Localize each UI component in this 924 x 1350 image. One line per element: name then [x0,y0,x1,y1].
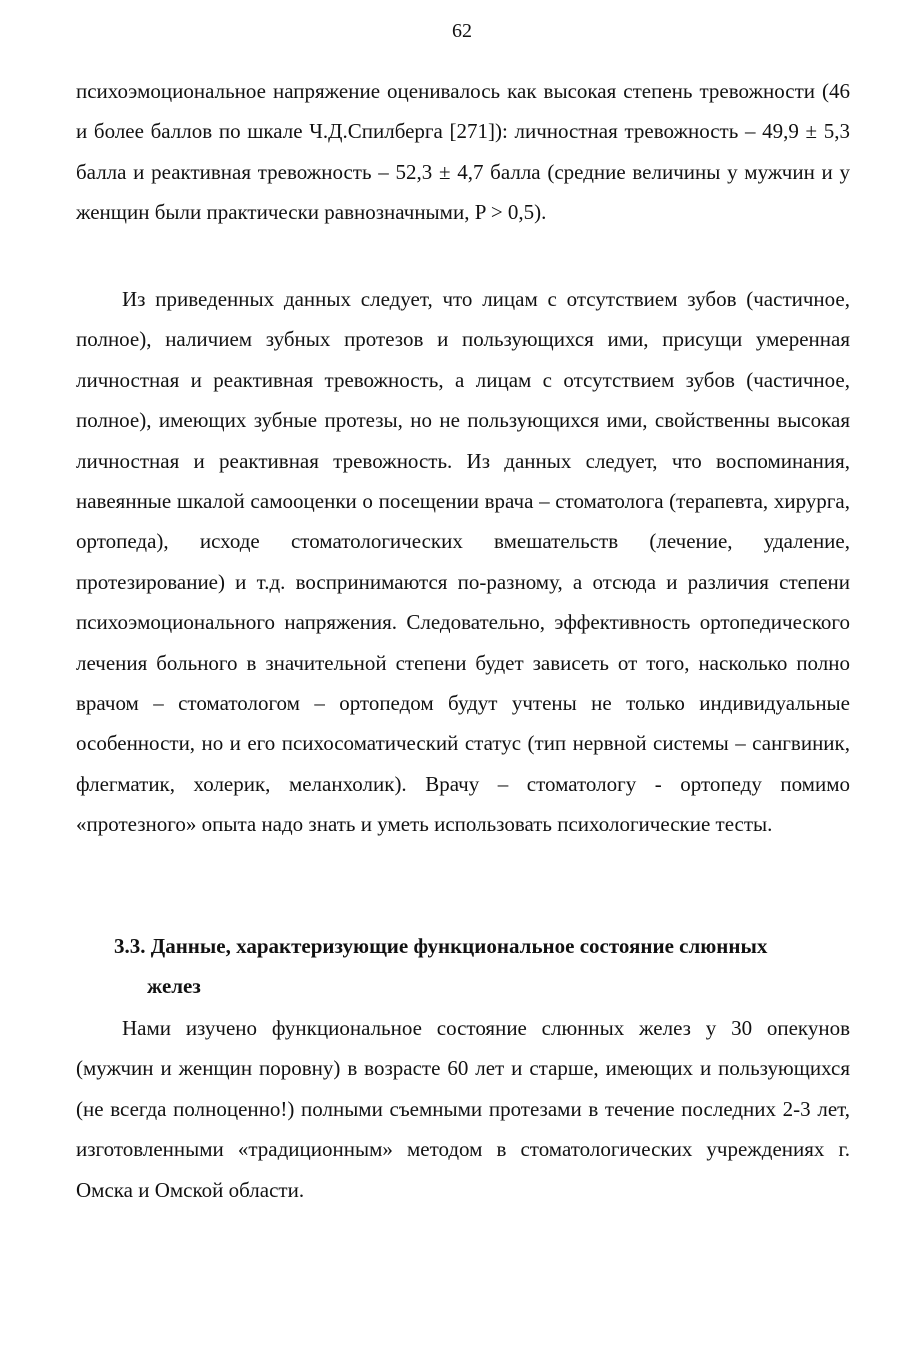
paragraph-1: психоэмоциональное напряжение оценивалось как высокая степень тревожности (46 и более баллов по шкале Ч.Д.Спилберга [271]): личностная тревожность – 49,9 ± 5,3 балла и реактивная тревожность – 52,3 ± 4,7 балла (средние величины у мужчин и у женщин были практически равнозначными, P > 0,5). [76,79,850,225]
section-heading [114,926,850,1007]
paragraph-3: Нами изучено функциональное состояние слюнных желез у 30 опекунов (мужчин и женщин поровну) в возрасте 60 лет и старше, имеющих и пользующихся (не всегда полноценно!) полными съемными протезами в течение последних 2-3 лет, изготовленными «традиционным» методом в стоматологических учреждениях г. Омска и Омской области. [76,1016,850,1202]
section-heading-line-1: 3.3. Данные, характеризующие функциональное состояние слюнных [114,934,768,958]
page-number: 62 [452,20,472,42]
paragraph-2: Из приведенных данных следует, что лицам с отсутствием зубов (частичное, полное), наличием зубных протезов и пользующихся ими, присущи умеренная личностная и реактивная тревожность, а лицам с отсутствием зубов (частичное, полное), имеющих зубные протезы, но не пользующихся ими, свойственны высокая личностная и реактивная тревожность. Из данных следует, что воспоминания, навеянные шкалой самооценки о посещении врача – стоматолога (терапевта, хирурга, ортопеда), исходе стоматологических вмешательств (лечение, удаление, протезирование) и т.д. воспринимаются по-разному, а отсюда и различия степени психоэмоционального напряжения. Следовательно, эффективность ортопедического лечения больного в значительной степени будет зависеть от того, насколько полно врачом – стоматологом – ортопедом будут учтены не только индивидуальные особенности, но и его психосоматический статус (тип нервной системы – сангвиник, флегматик, холерик, меланхолик). Врачу – стоматологу - ортопеду помимо «протезного» опыта надо знать и уметь использовать психологические тесты. [76,287,850,837]
section-heading-line-2: желез [147,974,201,999]
